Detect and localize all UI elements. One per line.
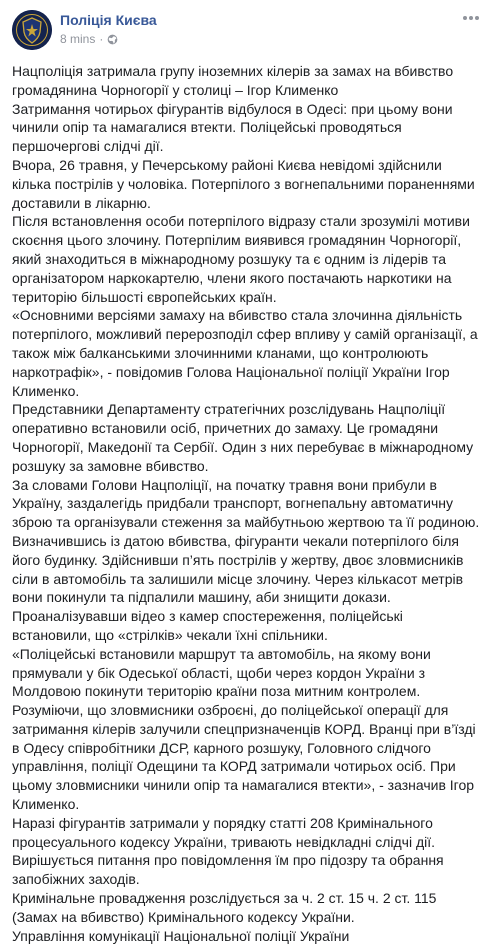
post-paragraph: Наразі фігурантів затримали у порядку статті 208 Кримінального процесуального кодексу України, тривають невідкладні слідчі дії. Вирішується питання про повідомлення їм про підозру та обрання запобіжних заходів. [12, 814, 444, 888]
post-paragraph-headline: Нацполіція затримала групу іноземних кілерів за замах на вбивство громадянина Чорногорії у столиці – Ігор Клименко [12, 63, 454, 98]
post-paragraph: Після встановлення особи потерпілого відразу стали зрозумілі мотиви скоєння цього злочину. Потерпілим виявився громадянин Чорногорії, який знаходиться в міжнародному розшуку та є одним із лідерів та організатором наркокартелю, члени якого постачають наркотики на територію більшості європейських країн. [12, 213, 470, 305]
globe-icon [107, 34, 118, 45]
meta-separator: · [99, 32, 104, 46]
police-emblem-icon [12, 10, 52, 50]
post-paragraph: «Основними версіями замаху на вбивство стала злочинна діяльність потерпілого, можливий перерозподіл сфер впливу у самій організації, а також між балканськими злочинними кланами, що контролюють наркотрафік», - повідомив Голова Національної поліції України Ігор Клименко. [12, 307, 478, 399]
post-body [12, 62, 483, 945]
post-paragraph: Вчора, 26 травня, у Печерському районі Києва невідомі здійснили кілька пострілів у чоловіка. Потерпілого з вогнепальними пораненнями доставили в лікарню. [12, 156, 475, 211]
post-paragraph: Затримання чотирьох фігурантів відбулося в Одесі: при цьому вони чинили опір та намагалися втекти. Поліцейські проводяться першочергові слідчі дії. [12, 100, 453, 155]
post-timestamp[interactable]: 8 mins [60, 32, 96, 46]
post-paragraph-signature: Управління комунікації Національної поліції України [12, 927, 350, 944]
post-paragraph: «Поліцейські встановили маршрут та автомобіль, на якому вони прямували у бік Одеської області, щоби через кордон України з Молдовою покинути територію країни поза митним контролем. Розуміючи, що зловмисники озброєні, до поліцейської операції для затримання кілерів залучили спецпризначенців КОРД. Вранці при в’їзді в Одесу співробітники ДСР, карного розшуку, Головного слідчого управління, поліції Одещини та КОРД затримали чотирьох осіб. При цьому зловмисники чинили опір та намагалися втекти», - зазначив Ігор Клименко. [12, 645, 476, 813]
post-paragraph: Представники Департаменту стратегічних розслідувань Нацполіції оперативно встановили осіб, причетних до замаху. Це громадяни Чорногорії, Македонії та Сербії. Один з них перебуває в міжнародному розшуку за замовне вбивство. [12, 401, 474, 474]
post-paragraph: За словами Голови Нацполіції, на початку травня вони прибули в Україну, заздалегідь придбали транспорт, вогнепальну автоматичну зброю та організували стеження за майбутньою жертвою та її родиною. Визначившись із датою вбивства, фігуранти чекали потерпілого біля його будинку. Здійснивши п’ять пострілів у жертву, двоє зловмисників сіли в автомобіль та залишили місце злочину. Через кількасот метрів вони покинули та підпалили машину, аби знищити докази. [12, 476, 480, 606]
post-time-row [60, 31, 459, 47]
post-header [12, 8, 483, 60]
page-name-link[interactable]: Поліція Києва [60, 12, 157, 28]
more-options-button[interactable] [459, 8, 483, 28]
post-paragraph: Проаналізувавши відео з камер спостереження, поліцейські встановили, що «стрілків» чекали їхні спільники. [12, 608, 403, 643]
more-dots-icon [461, 15, 481, 21]
post-meta [60, 8, 459, 47]
post-paragraph: Кримінальне провадження розслідується за ч. 2 ст. 15 ч. 2 ст. 115 (Замах на вбивство) Кримінального кодексу України. [12, 890, 437, 925]
page-avatar[interactable] [12, 10, 52, 50]
